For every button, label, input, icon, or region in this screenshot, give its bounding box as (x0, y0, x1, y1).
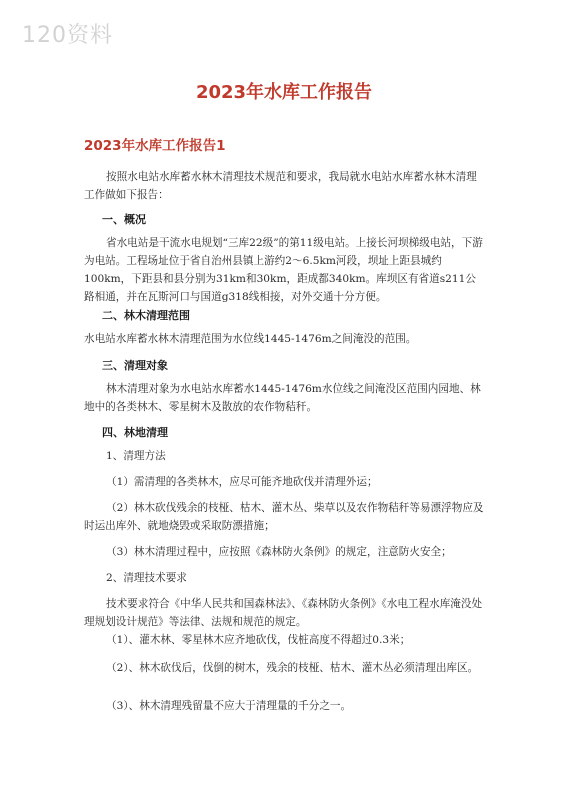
requirement-item-2: （2）、林木砍伐后，伐倒的树木，残余的枝桠、枯木、灌木丛必须清理出库区。 (106, 662, 479, 674)
section-heading-objects: 三、清理对象 (102, 359, 168, 372)
intro-paragraph: 按照水电站水库蓄水林木清理技术规范和要求，我局就水电站水库蓄水林木清理工作做如下报告： (84, 171, 477, 201)
method-item-2: （2）林木砍伐残余的枝桠、枯木、灌木丛、柴草以及农作物秸秆等易漂浮物应及时运出库外、就地烧毁或采取防漂措施； (84, 502, 484, 532)
watermark: 120资料 (22, 23, 113, 48)
section-heading-overview: 一、概况 (102, 213, 146, 226)
objects-paragraph: 林木清理对象为水电站水库蓄水1445-1476m水位线之间淹没区范围内园地、林地中的各类林木、零星树木及散放的农作物秸秆。 (84, 383, 481, 413)
requirements-paragraph: 技术要求符合《中华人民共和国森林法》、《森林防火条例》《水电工程水库淹没处理规划设计规范》等法律、法规和规范的规定。 (84, 598, 483, 628)
method-item-1: （1）需清理的各类林木，应尽可能齐地砍伐并清理外运； (106, 476, 378, 488)
method-item-3: （3）林木清理过程中，应按照《森林防火条例》的规定，注意防火安全； (106, 546, 452, 558)
document-title: 2023年水库工作报告 (195, 82, 373, 103)
scope-paragraph: 水电站水库蓄水林木清理范围为水位线1445-1476m之间淹没的范围。 (84, 333, 417, 345)
section-heading-forest-clearing: 四、林地清理 (102, 426, 168, 439)
report-subtitle: 2023年水库工作报告1 (84, 138, 226, 154)
requirement-item-1: （1）、灌木林、零星林木应齐地砍伐，伐桩高度不得超过0.3米； (106, 634, 411, 646)
requirement-item-3: （3）、林木清理残留量不应大于清理量的千分之一。 (106, 700, 352, 712)
section-heading-scope: 二、林木清理范围 (102, 309, 190, 322)
overview-paragraph: 省水电站是干流水电规划“三库22级”的第11级电站。上接长河坝梯级电站，下游为电站。工程场址位于省自治州县镇上游约2～6.5km河段，坝址上距县城约100km，下距县和县分别为31km和30km，距成都340km。库坝区有省道s211公路相通，并在瓦斯河口与国道g318线相接，对外交通十分方便。 (84, 237, 483, 303)
method-label: 1、清理方法 (106, 450, 166, 462)
requirements-label: 2、清理技术要求 (106, 572, 187, 584)
